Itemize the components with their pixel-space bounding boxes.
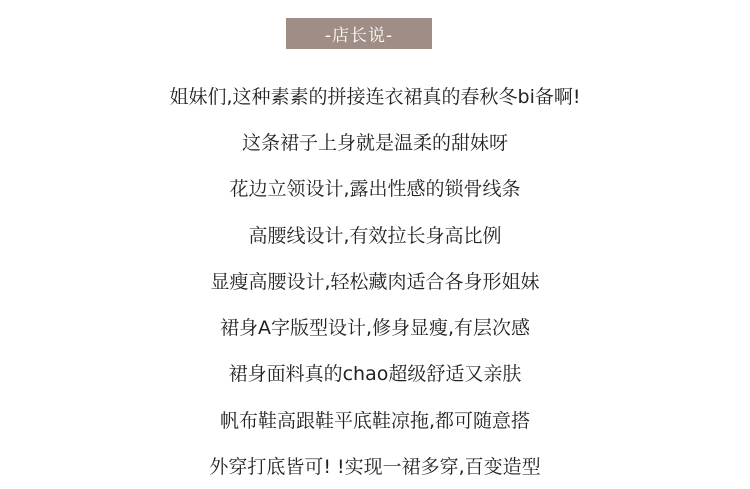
description-line-2: 这条裙子上身就是温柔的甜妹呀	[241, 131, 508, 154]
description-line-3: 花边立领设计,露出性感的锁骨线条	[229, 178, 521, 201]
store-manager-says-badge	[286, 18, 432, 49]
description-list	[0, 72, 750, 489]
description-line-1: 姐妹们,这种素素的拼接连衣裙真的春秋冬bi备啊!	[169, 85, 581, 108]
description-line-8: 帆布鞋高跟鞋平底鞋凉拖,都可随意搭	[219, 409, 531, 432]
badge-title: -店长说-	[324, 26, 394, 46]
description-line-5: 显瘦高腰设计,轻松藏肉适合各身形姐妹	[210, 270, 540, 293]
description-line-4: 高腰线设计,有效拉长身高比例	[248, 224, 502, 247]
description-line-6: 裙身A字版型设计,修身显瘦,有层次感	[219, 317, 531, 340]
description-line-9: 外穿打底皆可! !实现一裙多穿,百变造型	[209, 456, 541, 479]
description-line-7: 裙身面料真的chao超级舒适又亲肤	[228, 363, 522, 386]
